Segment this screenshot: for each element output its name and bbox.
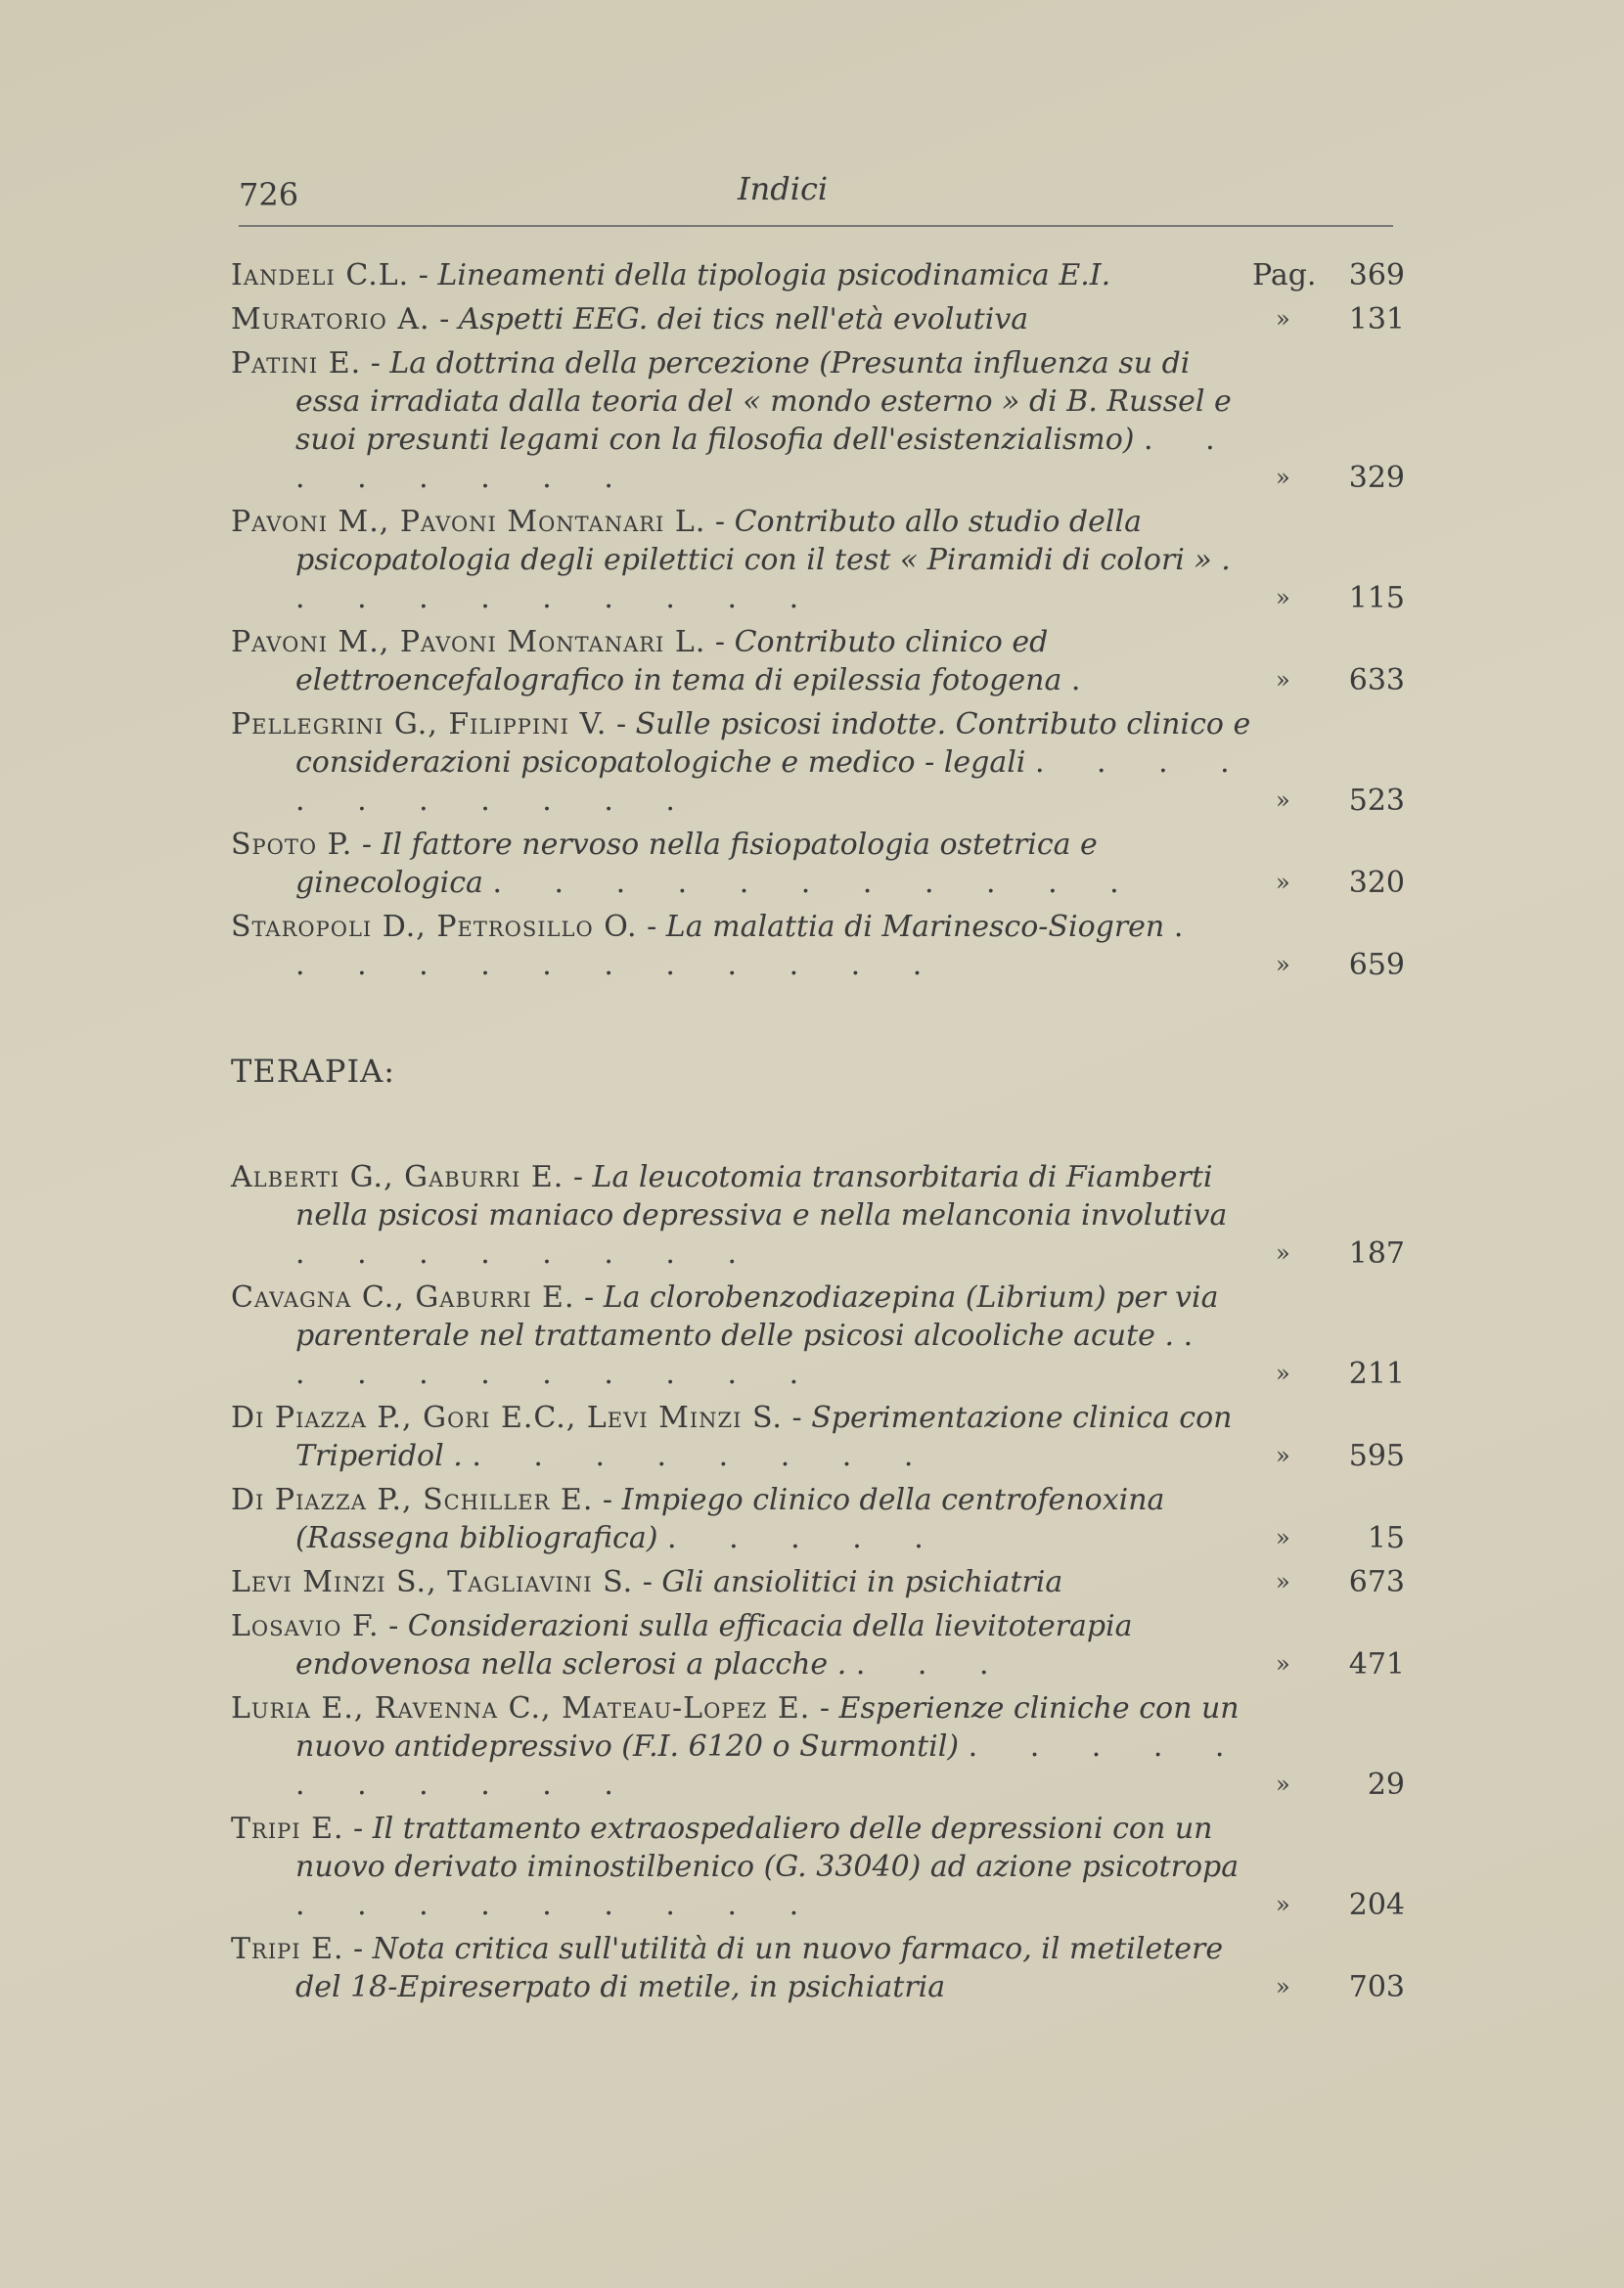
entry-page-number: 673 [1348,1565,1405,1599]
entry-page-number: 15 [1367,1521,1405,1555]
entry-authors: Muratorio A. [231,302,430,336]
entry-title: Impiego clinico della centrofenoxina (Rassegna bibliografica) [295,1483,1165,1555]
author-title-separator: - [637,910,666,944]
entry-page-number: 703 [1348,1970,1405,2004]
entry-text [231,1279,1264,1393]
author-title-separator: - [379,1609,408,1643]
author-title-separator: - [705,625,735,659]
ditto-mark: » [1276,1524,1290,1551]
index-entry [231,1158,1405,1273]
dot-leader: . . . . . . . . . . . [492,866,1141,900]
dot-leader: . . . . . . . . . . . . [295,910,1205,982]
entry-authors: Patini E. [231,346,362,381]
entry-authors: Levi Minzi S., Tagliavini S. [231,1565,634,1599]
ditto-mark: » [1276,584,1290,611]
ditto-mark: » [1276,786,1290,814]
author-title-separator: - [352,828,382,862]
ditto-mark: » [1276,1973,1290,2000]
entry-title: Il trattamento extraospedaliero delle depressioni con un nuovo derivato iminostilbenico (G. 33040) ad azione psicotropa [295,1812,1240,1884]
entry-authors: Cavagna C., Gaburri E. [231,1280,575,1315]
entry-page-number: 204 [1348,1888,1405,1922]
dot-leader: . . . . . [667,1521,945,1555]
entry-authors: Spoto P. [231,828,353,862]
ditto-mark: » [1276,305,1290,333]
page-reference [1229,300,1405,338]
entry-title: Sperimentazione clinica con Triperidol . [295,1401,1233,1473]
entry-title: La malattia di Marinesco-Siogren [665,910,1165,944]
entry-authors: Iandeli C.L. [231,258,410,292]
dot-leader: . . . . . . . . [295,1236,759,1271]
page-reference [1229,459,1405,497]
index-entry [231,1481,1405,1557]
dot-leader: . . . [855,1647,1011,1682]
author-title-separator: - [343,1812,373,1846]
entry-text [231,1563,1264,1601]
entry-title: Contributo allo studio della psicopatologia degli epilettici con il test « Piramidi di colori » . [295,505,1231,577]
index-entry [231,1607,1405,1683]
page-header [239,166,1393,227]
entry-title: Il fattore nervoso nella fisiopatologia ostetrica e ginecologica [295,828,1098,900]
entry-title: Aspetti EEG. dei tics nell'età evolutiva [458,302,1029,336]
page-reference [1229,256,1405,294]
page-reference [1229,1355,1405,1393]
entry-page-number: 320 [1348,866,1405,900]
ditto-mark: » [1276,1360,1290,1387]
entry-page-number: 115 [1348,581,1405,615]
page-reference [1229,946,1405,984]
index-entry [231,1399,1405,1475]
author-title-separator: - [782,1401,812,1435]
dot-leader: . . . . . . . . [295,423,1237,495]
index-list-top [231,256,1405,984]
entry-text [231,1689,1264,1804]
index-entry [231,1279,1405,1393]
entry-page-number: 633 [1348,663,1405,697]
entry-text [231,1481,1264,1557]
entry-text [231,826,1264,902]
index-list-terapia [231,1158,1405,2006]
dot-leader: . . . . . . . . . . [295,1319,1215,1391]
author-title-separator: - [593,1483,622,1517]
entry-authors: Losavio F. [231,1609,380,1643]
entry-text [231,1810,1264,1924]
entry-page-number: 211 [1348,1357,1405,1391]
page-reference [1229,579,1405,617]
entry-authors: Alberti G., Gaburri E. [231,1160,564,1194]
running-title: Indici [738,170,829,207]
entry-authors: Tripi E. [231,1932,344,1966]
page-reference [1229,1519,1405,1557]
author-title-separator: - [574,1280,604,1315]
ditto-mark: » [1276,1650,1290,1678]
page-reference [1229,1645,1405,1683]
entry-page-number: 595 [1348,1439,1405,1473]
entry-text [231,1399,1264,1475]
entry-authors: Di Piazza P., Gori E.C., Levi Minzi S. [231,1401,783,1435]
index-entry [231,503,1405,617]
entry-text [231,1158,1264,1273]
dot-leader: . . . . . . . . . . . [295,745,1251,818]
ditto-mark: » [1276,666,1290,694]
index-entry [231,1810,1405,1924]
author-title-separator: - [429,302,459,336]
author-title-separator: - [705,505,735,539]
entry-page-number: 659 [1348,948,1405,982]
entry-authors: Pellegrini G., Filippini V. [231,707,608,741]
index-entry [231,908,1405,984]
index-entry [231,705,1405,820]
page-reference [1229,1234,1405,1273]
entry-page-number: 369 [1348,258,1405,292]
entry-page-number: 523 [1348,784,1405,818]
entry-text [231,1930,1264,2006]
index-entries [231,256,1405,2012]
ditto-mark: » [1276,1891,1290,1918]
dot-leader: . . . . . . . . [472,1439,935,1473]
index-entry [231,826,1405,902]
entry-page-number: 187 [1348,1236,1405,1271]
entry-page-number: 329 [1348,461,1405,495]
ditto-mark: » [1276,1568,1290,1595]
dot-leader: . . . . . . . . . . . [295,1729,1246,1802]
entry-page-number: 131 [1348,302,1405,336]
entry-text [231,300,1264,338]
entry-page-number: 29 [1367,1768,1405,1802]
entry-text [231,1607,1264,1683]
author-title-separator: - [343,1932,373,1966]
page-reference [1229,1968,1405,2006]
page-reference [1229,1437,1405,1475]
dot-leader: . . . . . . . . . [295,1888,821,1922]
index-entry [231,1689,1405,1804]
entry-authors: Di Piazza P., Schiller E. [231,1483,594,1517]
pag-label: Pag. [1252,258,1317,292]
entry-authors: Pavoni M., Pavoni Montanari L. [231,625,706,659]
author-title-separator: - [633,1565,662,1599]
entry-authors: Luria E., Ravenna C., Mateau-Lopez E. [231,1691,811,1726]
ditto-mark: » [1276,464,1290,491]
entry-authors: Staropoli D., Petrosillo O. [231,910,638,944]
page-reference [1229,1766,1405,1804]
entry-title: La clorobenzodiazepina (Librium) per via parenterale nel trattamento delle psicosi alcooliche acute . [295,1280,1219,1353]
dot-leader: . [1070,663,1103,697]
entry-title: Nota critica sull'utilità di un nuovo farmaco, il metiletere del 18-Epireserpato di metile, in psichiatria [295,1932,1224,2004]
ditto-mark: » [1276,869,1290,896]
entry-text [231,908,1264,984]
page-reference [1229,864,1405,902]
entry-authors: Tripi E. [231,1812,344,1846]
author-title-separator: - [607,707,636,741]
index-entry [231,344,1405,497]
author-title-separator: - [361,346,390,381]
entry-title: Esperienze cliniche con un nuovo antidepressivo (F.I. 6120 o Surmontil) [295,1691,1240,1764]
entry-text [231,623,1264,699]
entry-title: Gli ansiolitici in psichiatria [661,1565,1063,1599]
ditto-mark: » [1276,1771,1290,1798]
entry-text [231,256,1264,294]
ditto-mark: » [1276,1442,1290,1469]
index-entry [231,1930,1405,2006]
author-title-separator: - [409,258,438,292]
ditto-mark: » [1276,951,1290,978]
entry-title: Contributo clinico ed elettroencefalografico in tema di epilessia fotogena [295,625,1062,697]
page-reference [1229,782,1405,820]
page-reference [1229,1886,1405,1924]
page-reference [1229,1563,1405,1601]
entry-title: Lineamenti della tipologia psicodinamica E.I. [437,258,1111,292]
entry-authors: Pavoni M., Pavoni Montanari L. [231,505,706,539]
page-reference [1229,661,1405,699]
page-number: 726 [239,176,299,213]
entry-title: La dottrina della percezione (Presunta influenza su di essa irradiata dalla teoria del « mondo esterno » di B. Russel e suoi presunti legami con la filosofia dell'esistenzialismo) [295,346,1232,457]
entry-title: Considerazioni sulla efficacia della lievitoterapia endovenosa nella sclerosi a placche . [295,1609,1133,1682]
index-entry [231,623,1405,699]
author-title-separator: - [564,1160,593,1194]
author-title-separator: - [810,1691,839,1726]
index-entry [231,1563,1405,1601]
ditto-mark: » [1276,1239,1290,1267]
index-entry [231,256,1405,294]
entry-text [231,705,1264,820]
entry-text [231,344,1264,497]
dot-leader: . . . . . . . . . [295,581,821,615]
section-heading: TERAPIA: [231,1053,395,1090]
entry-text [231,503,1264,617]
entry-title: Sulle psicosi indotte. Contributo clinico e considerazioni psicopatologiche e medico - legali [295,707,1251,780]
index-entry [231,300,1405,338]
entry-title: La leucotomia transorbitaria di Fiamberti nella psicosi maniaco depressiva e nella melanconia involutiva [295,1160,1228,1233]
entry-page-number: 471 [1348,1647,1405,1682]
